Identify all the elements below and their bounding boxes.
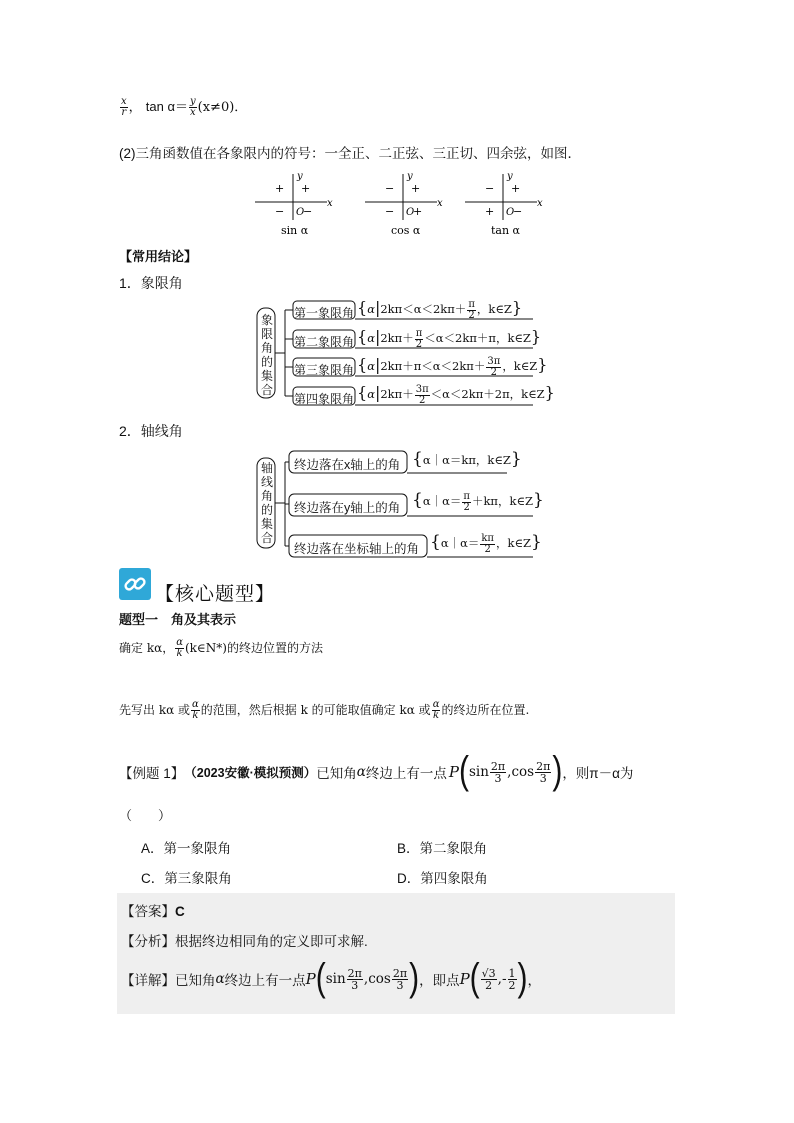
sign-q1: + (511, 182, 521, 195)
label-char: 线 (261, 475, 274, 489)
x-axis-label: x (537, 198, 543, 209)
label-char: 角 (261, 341, 274, 355)
sign-q2: + (275, 182, 285, 195)
axis-set-1: {α｜α＝kπ，k∈Z} (412, 449, 522, 469)
axis-set-label (261, 461, 273, 545)
example-label: 【例题 1】 (119, 766, 185, 781)
quadrant-row-name-2: 第二象限角 (294, 335, 355, 349)
quadrant-set-3: {α|2kπ＋π＜α＜2kπ＋ $\frac{3\pi}{2}$ ，k∈Z} (357, 355, 548, 378)
common-conclusions-heading: 【常用结论】 (119, 249, 198, 264)
quadrant-set-1: {α|2kπ＜α＜2kπ＋ $\frac{\pi}{2}$ ，k∈Z} (357, 298, 523, 321)
type1-title: 题型一 角及其表示 (119, 612, 237, 627)
label-char: 轴 (261, 461, 274, 475)
sign-q3: − (275, 205, 285, 218)
sign-q4: − (513, 205, 523, 218)
method-title: 确定 kα， $\frac{\alpha}{k}$ (k∈N*)的终边位置的方法 (119, 637, 323, 659)
label-char: 集 (261, 517, 274, 531)
section1-title: 1．象限角 (119, 275, 183, 291)
quadrant-set-2: {α|2kπ＋ $\frac{\pi}{2}$ ＜α＜2kπ＋π，k∈Z} (357, 327, 542, 350)
sign-rule: (2)三角函数值在各象限内的符号：一全正、二正弦、三正切、四余弦，如图． (119, 146, 581, 161)
sign-q2: − (485, 182, 495, 195)
label-char: 象 (261, 313, 274, 327)
origin-label: O (506, 207, 515, 218)
x-axis-label: x (437, 198, 443, 209)
y-axis-label: y (297, 171, 303, 182)
chart-caption: tan α (491, 224, 520, 237)
label-char: 合 (261, 383, 274, 397)
chart-caption: sin α (281, 224, 309, 237)
core-header: 【核心题型】 (155, 584, 276, 605)
y-axis-label: y (407, 171, 413, 182)
answer-box (117, 893, 675, 1014)
top-formula (119, 96, 247, 118)
frac-den: x (190, 107, 196, 118)
frac-num: x (121, 96, 127, 107)
option-a: A．第一象限角 (141, 841, 232, 856)
link-icon (119, 568, 151, 600)
sep: ， (128, 100, 142, 115)
detail-line: 【详解】 已知角 α 终边上有一点 P ( sin $\frac{2\pi}{3}$ , cos $\frac{2\pi}{3}$ ) ，即点 P ( $\frac{√3}{2}$ ,- $\frac{1}{2}$ ) ， (121, 956, 542, 1000)
tan-cond: (x≠0)． (197, 100, 248, 115)
frac-den: r (121, 107, 127, 118)
label-char: 角 (261, 489, 274, 503)
x-axis-label: x (327, 198, 333, 209)
example-source: （2023安徽·模拟预测） (184, 766, 317, 780)
axis-row-name-3: 终边落在坐标轴上的角 (294, 542, 420, 556)
option-d: D．第四象限角 (397, 871, 488, 886)
sign-q1: + (301, 182, 311, 195)
label-char: 合 (261, 531, 274, 545)
analysis-line: 【分析】根据终边相同角的定义即可求解. (121, 934, 368, 949)
option-c: C．第三象限角 (141, 871, 232, 886)
origin-label: O (406, 207, 415, 218)
sign-q2: − (385, 182, 395, 195)
answer-line: 【答案】C (121, 904, 185, 919)
section2-title: 2．轴线角 (119, 423, 183, 439)
axis-row-name-2: 终边落在y轴上的角 (294, 501, 401, 515)
example-1: 【例题 1】 （2023安徽·模拟预测） 已知角 α 终边上有一点 P ( sin $\frac{2\pi}{3}$ , cos $\frac{2\pi}{3}$ ) ，则π－α为 (119, 749, 634, 793)
origin-label: O (296, 207, 305, 218)
label-char: 集 (261, 369, 274, 383)
axis-set-3: {α｜α＝ $\frac{k\pi}{2}$ ，k∈Z} (430, 532, 542, 555)
quadrant-row-name-4: 第四象限角 (294, 392, 355, 406)
quadrant-set-4: {α|2kπ＋ $\frac{3\pi}{2}$ ＜α＜2kπ＋2π，k∈Z} (357, 383, 555, 406)
sign-q4: + (413, 205, 423, 218)
sign-q3: + (485, 205, 495, 218)
quadrant-row-name-3: 第三象限角 (294, 363, 355, 377)
quadrant-sign-charts (255, 168, 545, 240)
option-b: B．第二象限角 (397, 841, 488, 856)
axis-set-2: {α｜α＝ $\frac{\pi}{2}$ ＋kπ，k∈Z} (412, 490, 544, 513)
axis-row-name-1: 终边落在x轴上的角 (294, 458, 401, 472)
quadrant-row-name-1: 第一象限角 (294, 306, 355, 320)
frac-num: y (190, 96, 196, 107)
sign-q1: + (411, 182, 421, 195)
chart-caption: cos α (391, 224, 421, 237)
method-body: 先写出 kα 或 $\frac{\alpha}{k}$ 的范围，然后根据 k 的可能取值确定 kα 或 $\frac{\alpha}{k}$ 的终边所在位置. (119, 699, 530, 721)
tan-label: tan α＝ (145, 99, 188, 114)
y-axis-label: y (507, 171, 513, 182)
label-char: 限 (261, 327, 274, 341)
quadrant-set-label (261, 313, 273, 397)
example-paren: （ ） (119, 808, 172, 823)
label-char: 的 (261, 503, 274, 517)
label-char: 的 (261, 355, 274, 369)
sign-q3: − (385, 205, 395, 218)
sign-q4: − (303, 205, 313, 218)
